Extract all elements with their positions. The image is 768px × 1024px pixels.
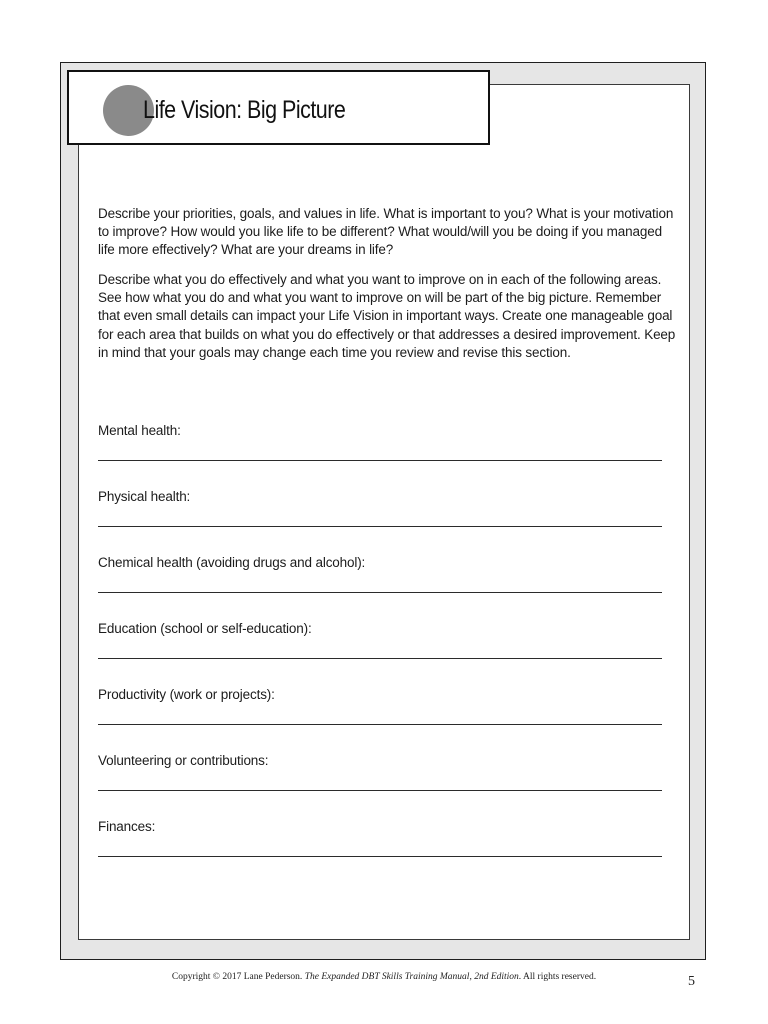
write-in-line[interactable] — [98, 526, 662, 527]
field-chemical-health — [98, 554, 664, 572]
field-label: Productivity (work or projects): — [98, 687, 275, 702]
field-mental-health — [98, 422, 664, 440]
field-label: Physical health: — [98, 489, 191, 504]
field-education — [98, 620, 664, 638]
field-finances — [98, 818, 664, 836]
write-in-line[interactable] — [98, 856, 662, 857]
write-in-line[interactable] — [98, 592, 662, 593]
field-label: Chemical health (avoiding drugs and alcohol): — [98, 555, 366, 570]
write-in-line[interactable] — [98, 724, 662, 725]
copyright-notice — [0, 971, 768, 983]
write-in-line[interactable] — [98, 790, 662, 791]
write-in-line[interactable] — [98, 658, 662, 659]
field-productivity — [98, 686, 664, 704]
intro-paragraph-areas: Describe what you do effectively and what you want to improve on in each of the following areas. See how what you do and what you want to improve on will be part of the big picture. Remember that even small details can impact your Life Vision in important ways. Create one manageable goal for each area that builds on what you do effectively or that addresses a desired improvement. Keep in mind that your goals may change each time you review and revise this section. — [98, 272, 676, 360]
field-label: Mental health: — [98, 423, 181, 438]
copyright-prefix: Copyright © 2017 Lane Pederson. — [171, 972, 303, 982]
field-volunteering — [98, 752, 664, 770]
page-title: Life Vision: Big Picture — [143, 96, 346, 124]
field-label: Finances: — [98, 819, 156, 834]
book-title: The Expanded DBT Skills Training Manual, 2nd Edition — [304, 972, 519, 982]
copyright-suffix: . All rights reserved. — [518, 972, 597, 982]
field-label: Education (school or self-education): — [98, 621, 312, 636]
write-in-line[interactable] — [98, 460, 662, 461]
field-label: Volunteering or contributions: — [98, 753, 269, 768]
intro-paragraph-priorities: Describe your priorities, goals, and values in life. What is important to you? What is your motivation to improve? How would you like life to be different? What would/will you be doing if you managed life more effectively? What are your dreams in life? — [98, 206, 674, 258]
page-number: 5 — [688, 974, 695, 989]
field-physical-health — [98, 488, 664, 506]
